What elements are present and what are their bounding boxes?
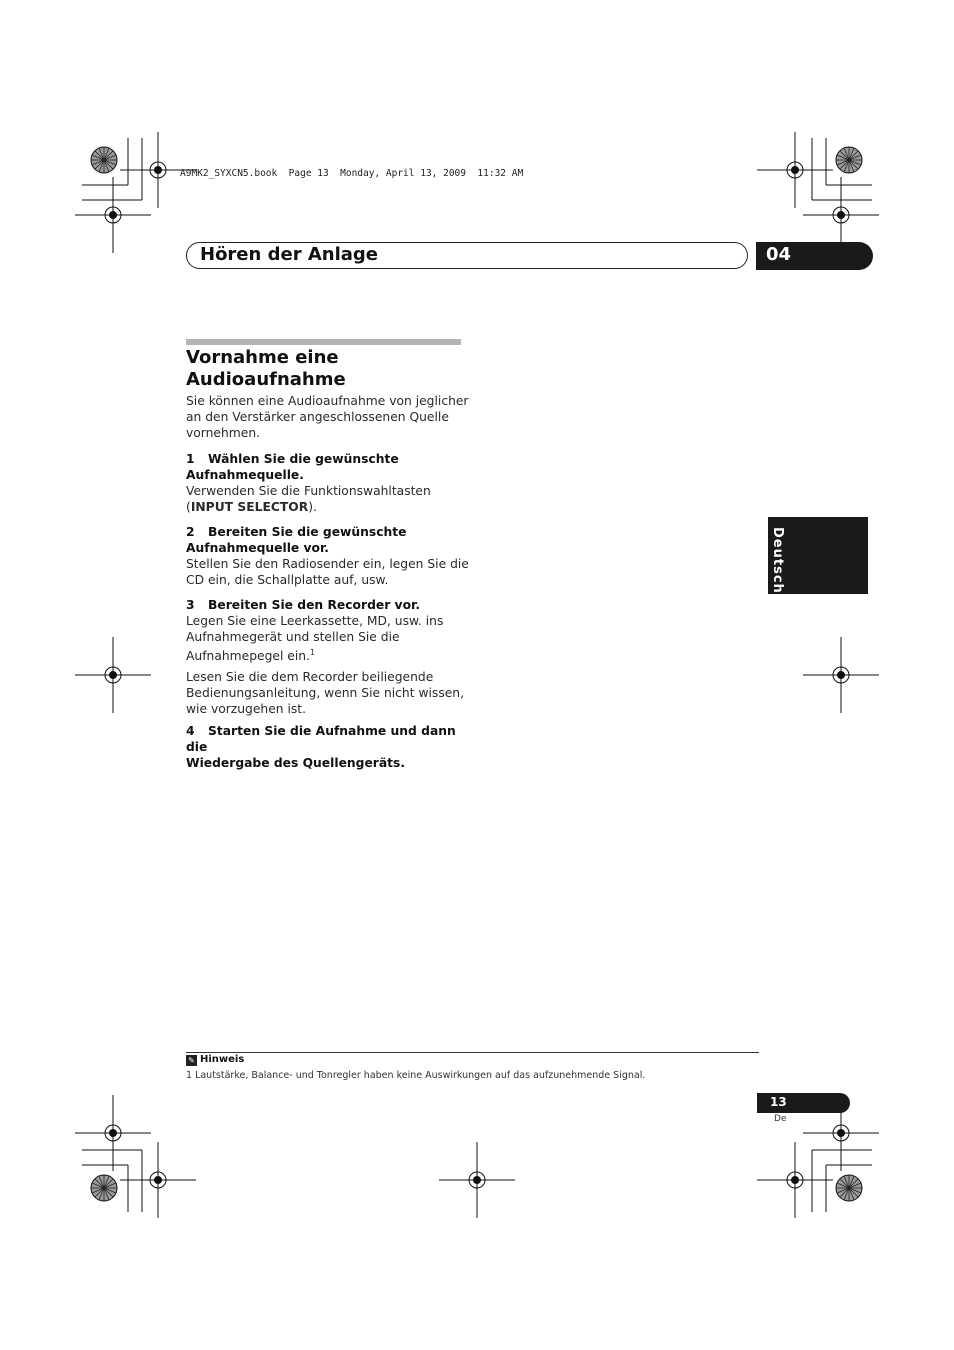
registration-target-icon — [439, 1142, 515, 1218]
registration-target-icon — [757, 132, 833, 208]
step-heading-text: Wiedergabe des Quellengeräts. — [186, 756, 406, 770]
step-body: Stellen Sie den Radiosender ein, legen Sie die — [186, 557, 469, 571]
step-heading — [186, 524, 476, 540]
registration-star-icon — [836, 1175, 862, 1201]
step-number: 1 — [186, 452, 195, 466]
step-heading-text: Wählen Sie die gewünschte — [208, 452, 399, 466]
step-heading — [186, 451, 476, 467]
step-body-text: ). — [308, 500, 317, 514]
step-heading — [186, 597, 476, 613]
registration-target-icon — [120, 1142, 196, 1218]
print-info: A9MK2_SYXCN5.book Page 13 Monday, April 13, 2009 11:32 AM — [180, 168, 524, 179]
chapter-number: 04 — [756, 242, 873, 270]
registration-target-icon — [757, 1142, 833, 1218]
footnote-reference: 1 — [309, 648, 316, 657]
section-title-line: Audioaufnahme — [186, 369, 346, 390]
step-body-text: ( — [186, 500, 191, 514]
step-body: CD ein, die Schallplatte auf, usw. — [186, 573, 389, 587]
input-selector-label: INPUT SELECTOR — [190, 500, 309, 514]
registration-target-icon — [75, 637, 151, 713]
step-heading-text: Bereiten Sie die gewünschte — [208, 525, 407, 539]
step-1 — [186, 451, 476, 515]
step-heading — [186, 723, 476, 755]
section-title-line: Vornahme eine — [186, 347, 339, 368]
language-tab — [768, 517, 868, 594]
intro-line: an den Verstärker angeschlossenen Quelle — [186, 410, 449, 424]
step-body: Bedienungsanleitung, wenn Sie nicht wissen, — [186, 686, 465, 701]
note-heading-text: Hinweis — [200, 1054, 245, 1065]
step-heading-text: Bereiten Sie den Recorder vor. — [208, 598, 421, 612]
step-heading-text: Starten Sie die Aufnahme und dann die — [186, 724, 456, 754]
step-number: 2 — [186, 525, 195, 539]
footnote-text: 1 Lautstärke, Balance- und Tonregler haben keine Auswirkungen auf das aufzunehmende Signal. — [186, 1070, 646, 1081]
step-body: Lesen Sie die dem Recorder beiliegende — [186, 670, 434, 685]
step-heading-text: Aufnahmequelle. — [186, 468, 304, 482]
chapter-title: Hören der Anlage — [200, 244, 378, 265]
step-body — [186, 499, 476, 515]
step-body: Verwenden Sie die Funktionswahltasten — [186, 484, 431, 498]
step-body: wie vorzugehen ist. — [186, 702, 307, 717]
note-heading — [186, 1054, 244, 1066]
section-rule — [186, 339, 461, 345]
registration-star-icon — [91, 147, 117, 173]
step-2 — [186, 524, 476, 588]
registration-target-icon — [75, 177, 151, 253]
registration-star-icon — [836, 147, 862, 173]
intro-line: vornehmen. — [186, 426, 261, 440]
language-label: Deutsch — [770, 527, 785, 594]
step-4 — [186, 723, 476, 771]
intro-line: Sie können eine Audioaufnahme von jeglicher — [186, 394, 469, 408]
step-body: Aufnahmegerät und stellen Sie die — [186, 630, 400, 644]
registration-target-icon — [803, 637, 879, 713]
step-3 — [186, 597, 476, 717]
note-pencil-icon: ✎ — [186, 1055, 197, 1066]
step-number: 3 — [186, 598, 195, 612]
footnote-rule — [186, 1052, 759, 1053]
registration-target-icon — [75, 1095, 151, 1171]
page-language: De — [774, 1114, 787, 1124]
step-body: Legen Sie eine Leerkassette, MD, usw. ins — [186, 614, 444, 628]
step-number: 4 — [186, 724, 195, 738]
step-body-text: Aufnahmepegel ein. — [186, 649, 310, 664]
registration-star-icon — [91, 1175, 117, 1201]
page-number: 13 — [757, 1093, 850, 1113]
section-title — [186, 347, 476, 391]
step-heading-text: Aufnahmequelle vor. — [186, 541, 329, 555]
step-body — [186, 645, 476, 664]
section-intro — [186, 393, 476, 441]
